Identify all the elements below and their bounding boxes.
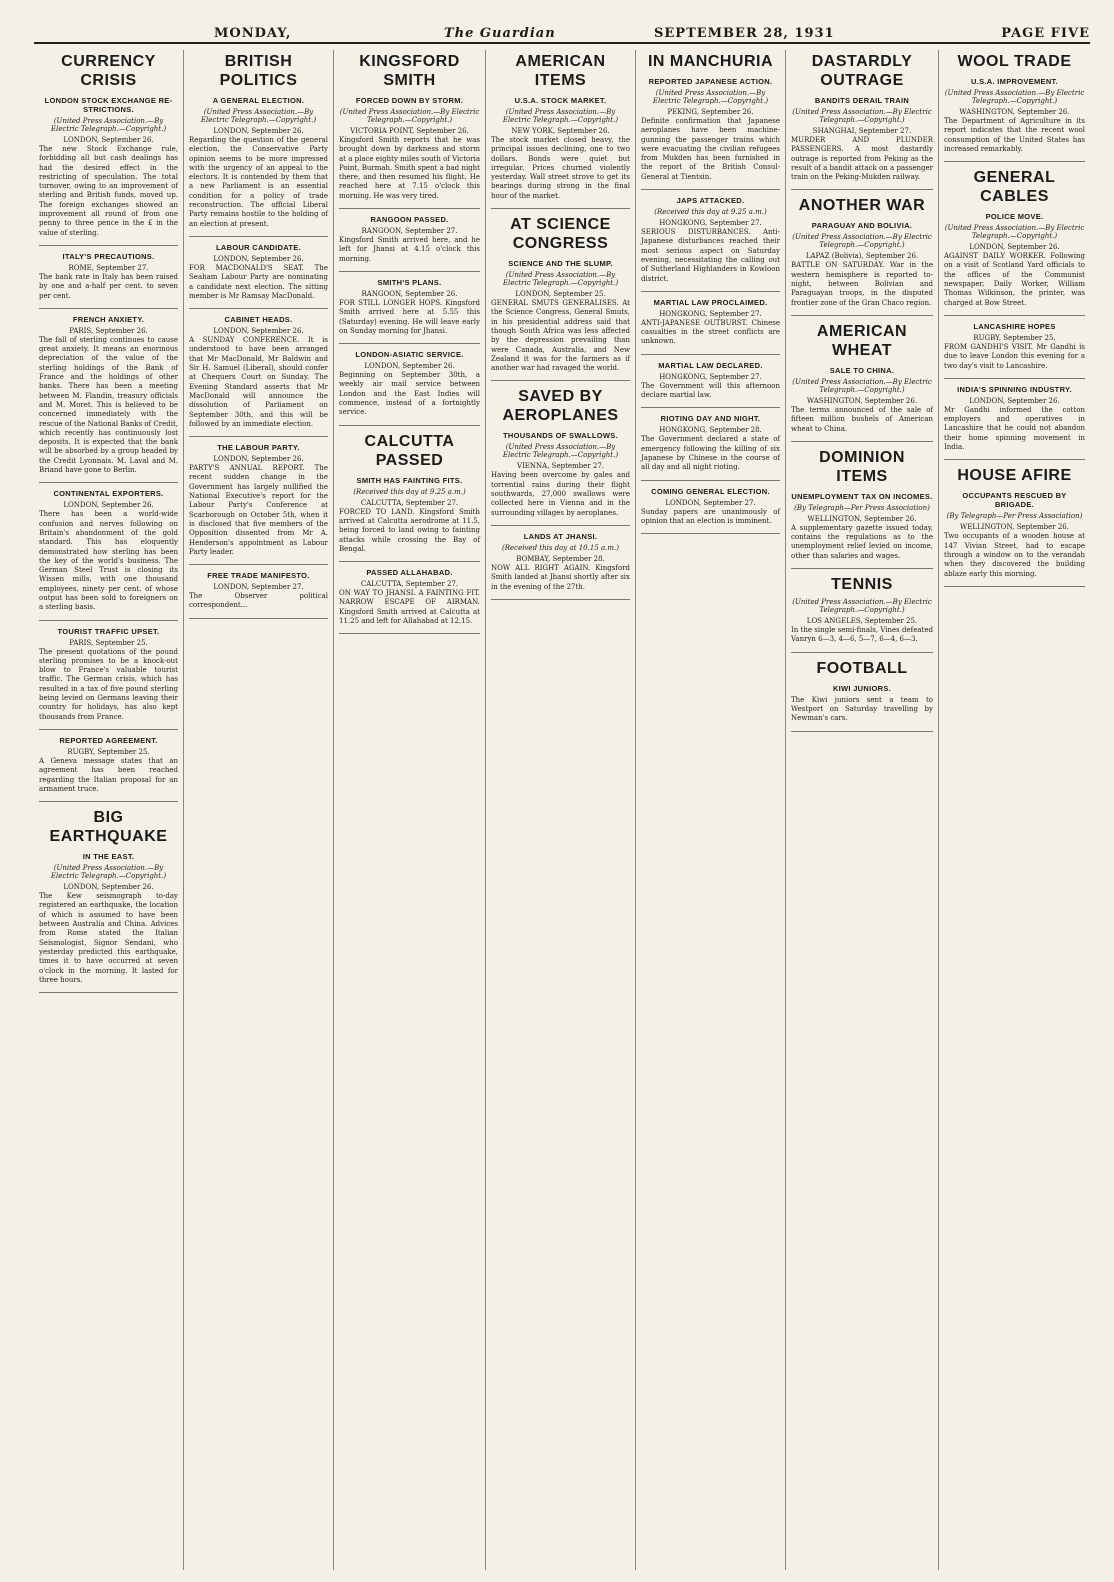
article-body: Kingsford Smith arrived here, and he left for Jhansi at 4.15 o'clock this morning.	[339, 236, 480, 263]
article-subhead: MARTIAL LAW DECLARED.	[658, 360, 763, 370]
article-dateline: CALCUTTA, September 27.	[360, 498, 459, 507]
article	[944, 52, 1085, 162]
article-subhead: THOUSANDS OF SWALLOWS.	[503, 431, 618, 441]
article	[39, 52, 178, 246]
article-subhead: SALE TO CHINA.	[829, 365, 895, 375]
article-dateline: HONGKONG, September 27.	[659, 219, 762, 228]
article	[944, 168, 1085, 316]
article-dateline: LONDON, September 26.	[364, 362, 455, 371]
article-body: Mr Gandhi informed the cotton employers and operatives in Lancashire that he could not abandon their home spinning movement in India.	[944, 405, 1085, 452]
article-headline: AT SCIENCE CONGRESS	[510, 216, 611, 253]
article	[339, 568, 480, 634]
article-credit: (Received this day at 9.25 a.m.)	[654, 208, 767, 217]
article-credit: (By Telegraph—Per Press Association)	[794, 503, 930, 512]
article-subhead: SMITH'S PLANS.	[377, 277, 442, 287]
article	[791, 196, 933, 315]
article-dateline: NEW YORK, September 26.	[511, 127, 610, 135]
article-body: Two occupants of a wooden house at 147 Vivian Street, had to escape through a window on to the verandah when they discovered the building ablaze early this morning.	[944, 532, 1085, 578]
article-subhead: FREE TRADE MANIFESTO.	[207, 571, 310, 581]
article-body: SERIOUS DISTURBANCES. Anti-Japanese disturbances reached their most serious aspect on Saturday evening, necessitating the calling out of Sutherland Highlanders in Kowloon district.	[641, 228, 780, 283]
article-dateline: ROME, September 27.	[68, 263, 149, 272]
article-subhead: PARAGUAY AND BOLIVIA.	[811, 221, 913, 231]
article-body: Beginning on September 30th, a weekly air mail service between London and the East Indies will commence, instead of a fortnightly service.	[339, 371, 480, 417]
article	[944, 322, 1085, 379]
article-body: AGAINST DAILY WORKER. Following on a visit of Scotland Yard officials to the offices of the Communist newspaper, Daily Worker, William Thomas Wilkinson, the printer, was charged at Bow Street.	[944, 252, 1085, 307]
article-subhead: A GENERAL ELECTION.	[212, 96, 305, 105]
newspaper-columns	[34, 50, 1090, 1570]
article-body: FOR MACDONALD'S SEAT. The Seaham Labour Party are nominating a candidate next election. The sitting member is Mr Ramsay MacDonald.	[189, 263, 328, 300]
article-dateline: WASHINGTON, September 26.	[806, 396, 918, 405]
article	[791, 659, 933, 732]
article	[189, 243, 328, 309]
article-credit: (United Press Association.—By Electric Telegraph.—Copyright.)	[339, 108, 480, 124]
article-dateline: PARIS, September 25.	[69, 638, 148, 647]
article-body: The Kew seismograph to-day registered an earthquake, the location of which is assumed to have been between Australia and China. Advices from Rome stated the Italian Seismologist, Signor Sendani, who yesterday predicted this earthquake, times it to have occurred at seven o'clock in the morning. It lasted for three hours.	[39, 892, 178, 984]
article	[641, 298, 780, 355]
article-dateline: RANGOON, September 27.	[361, 227, 458, 236]
article-subhead: RIOTING DAY AND NIGHT.	[660, 414, 761, 424]
masthead-date: SEPTEMBER 28, 1931	[654, 26, 835, 41]
article-subhead: LONDON STOCK EXCHANGE RE-STRICTIONS.	[44, 96, 173, 114]
article	[39, 808, 178, 993]
article-subhead: INDIA'S SPINNING INDUSTRY.	[957, 384, 1072, 394]
article-headline: TENNIS	[831, 576, 893, 594]
article-headline: WOOL TRADE	[957, 53, 1072, 70]
article-dateline: CALCUTTA, September 27.	[360, 580, 459, 589]
column-6	[786, 50, 939, 1570]
article-credit: (United Press Association.—By Electric Telegraph.—Copyright.)	[792, 598, 932, 615]
article-subhead: U.S.A. IMPROVEMENT.	[971, 77, 1058, 86]
article-dateline: LONDON, September 26.	[63, 883, 154, 892]
article-body: MURDER AND PLUNDER PASSENGERS. A most dastardly outrage is reported from Peking as the result of a bandit attack on a passenger train on the Peking-Mukden railway.	[791, 136, 933, 182]
article	[491, 52, 630, 209]
article-body: A SUNDAY CONFERENCE. It is understood to have been arranged that Mr MacDonald, Mr Baldwin and Sir H. Samuel (Liberal), should confer at Chequers Court on Sunday. The Evening Standard asserts that Mr MacDonald will announce the dissolution of Parliament on September 30th, and this will be followed by an immediate election.	[189, 336, 328, 428]
article-subhead: LANCASHIRE HOPES	[973, 321, 1056, 331]
article-subhead: SCIENCE AND THE SLUMP.	[508, 259, 613, 269]
article-credit: (United Press Association.—By Electric Telegraph.—Copyright.)	[502, 443, 619, 460]
article-body: The terms announced of the sale of fifteen million bushels of American wheat to China.	[791, 405, 933, 433]
article-subhead: POLICE MOVE.	[985, 212, 1044, 222]
column-1	[34, 50, 184, 1570]
article	[944, 466, 1085, 586]
article-subhead: LANDS AT JHANSI.	[523, 531, 598, 541]
article-dateline: LOS ANGELES, September 25.	[806, 617, 918, 626]
article-credit: (United Press Association.—By Electric Telegraph.—Copyright.)	[944, 224, 1085, 241]
article	[641, 487, 780, 535]
article-dateline: WELLINGTON, September 26.	[960, 523, 1069, 532]
article-body: A supplementary gazette issued today, contains the regulations as to the unemployment relief levied on income, other than salaries and wages.	[791, 523, 933, 560]
article-subhead: TOURIST TRAFFIC UPSET.	[57, 626, 160, 636]
article-credit: (United Press Association.—By Electric Telegraph.—Copyright.)	[200, 108, 317, 124]
article-body: Sunday papers are unanimously of opinion that an election is imminent.	[641, 507, 780, 525]
article	[189, 315, 328, 437]
article-body: The stock market closed heavy, the principal issues declining, one to two dollars. Bonds were quiet but irregular. Prices churned violently yesterday. Wall street strove to get its bearings during strong in the final hour of the market.	[491, 136, 630, 200]
column-3	[334, 50, 486, 1570]
article-body: The Government declared a state of emergency following the killing of six Japanese by Chinese in the course of all day and all night rioting.	[641, 435, 780, 472]
article-subhead: ITALY'S PRECAUTIONS.	[62, 251, 155, 261]
article-dateline: LONDON, September 27.	[665, 498, 756, 507]
article	[339, 52, 480, 209]
article	[491, 387, 630, 525]
article-subhead: LABOUR CANDIDATE.	[216, 242, 301, 252]
article-dateline: SHANGHAI, September 27.	[812, 127, 912, 135]
article-dateline: LONDON, September 26.	[969, 243, 1060, 252]
article-headline: AMERICAN ITEMS	[515, 53, 606, 89]
article-headline: FOOTBALL	[816, 659, 908, 677]
article	[39, 315, 178, 483]
article-body: ON WAY TO JHANSI. A FAINTING FIT. NARROW ESCAPE OF AIRMAN. Kingsford Smith arrived at Calcutta at 11.25 and left for Allahabad at 12.15.	[339, 589, 480, 626]
article	[189, 443, 328, 565]
article-dateline: RUGBY, September 25.	[973, 333, 1056, 342]
article-subhead: LONDON-ASIATIC SERVICE.	[355, 350, 464, 360]
article-headline: GENERAL CABLES	[973, 169, 1056, 206]
article	[189, 571, 328, 619]
article	[791, 448, 933, 569]
article-credit: (Received this day at 9.25 a.m.)	[353, 487, 466, 496]
article	[189, 52, 328, 237]
article	[339, 350, 480, 425]
article-body: PARTY'S ANNUAL REPORT. The recent sudden change in the Government has largely nullified the National Executive's report for the Labour Party's Conference at Scarborough on October 5th, when it is disclosed that five members of the Opposition dissented from Mr A. Henderson's appointment as Labour Party leader.	[189, 464, 328, 556]
article-body: GENERAL SMUTS GENERALISES. At the Science Congress, General Smuts, in his presidential address said that though South Africa was less affected by the depression prevailing than were Canada, Australia, and New Zealand it was for the farmers as if another war had ravaged the world.	[491, 299, 630, 373]
article-body: FOR STILL LONGER HOPS. Kingsford Smith arrived here at 5.55 this (Saturday) evening. He will leave early on Sunday morning for Jhansi.	[339, 298, 480, 335]
article-body: The bank rate in Italy has been raised by one and a-half per cent. to seven per cent.	[39, 272, 178, 300]
article-dateline: LONDON, September 26.	[213, 455, 304, 464]
article-credit: (United Press Association.—By Electric Telegraph.—Copyright.)	[502, 108, 619, 124]
article-subhead: MARTIAL LAW PROCLAIMED.	[653, 297, 768, 307]
article	[491, 532, 630, 600]
article-dateline: LONDON, September 26.	[969, 396, 1060, 405]
article-headline: CURRENCY CRISIS	[61, 53, 156, 89]
article	[39, 736, 178, 802]
article	[944, 385, 1085, 460]
article-body: The Observer political correspondent...	[189, 592, 328, 610]
article-headline: IN MANCHURIA	[647, 53, 774, 70]
article-headline: SAVED BY AEROPLANES	[502, 388, 619, 425]
article-credit: (United Press Association.—By Electric Telegraph.—Copyright.)	[792, 108, 932, 124]
article-dateline: WELLINGTON, September 26.	[807, 514, 917, 523]
article-body: The present quotations of the pound sterling promises to be a knock-out blow to France's valuable tourist traffic. The German crisis, which has resulted in a tax of five pound sterling being levied on Germans leaving their country for holidays, has also kept thousands from France.	[39, 647, 178, 721]
article-headline: HOUSE AFIRE	[957, 467, 1072, 485]
article-body: The new Stock Exchange rule, forbidding all but cash dealings has had the desired effect in the restricting of speculation. The total turnover, owing to an improvement of sterling and British funds, moved up. The foreign exchanges showed an improvement all round of from one penny to three pence in the £ in the value of sterling.	[39, 145, 178, 237]
article-subhead: REPORTED AGREEMENT.	[59, 735, 158, 745]
article	[641, 196, 780, 292]
article	[641, 414, 780, 480]
article-credit: (United Press Association.—By Electric Telegraph.—Copyright.)	[50, 117, 167, 133]
article-dateline: RUGBY, September 25.	[67, 747, 150, 756]
article-body: FROM GANDHI'S VISIT. Mr Gandhi is due to leave London this evening for a two day's visit to Lancashire.	[944, 342, 1085, 370]
article-dateline: LONDON, September 27.	[213, 583, 304, 592]
article	[791, 52, 933, 190]
article-dateline: HONGKONG, September 27.	[659, 372, 762, 381]
article-headline: DASTARDLY OUTRAGE	[811, 53, 913, 89]
article-subhead: RANGOON PASSED.	[370, 215, 449, 225]
article-dateline: RANGOON, September 26.	[361, 289, 458, 298]
article-dateline: PEKING, September 26.	[667, 108, 754, 116]
article-subhead: U.S.A. STOCK MARKET.	[514, 96, 607, 105]
article-body: The Kiwi juniors sent a team to Westport on Saturday travelling by Newman's cars.	[791, 695, 933, 723]
article-subhead: FRENCH ANXIETY.	[72, 314, 145, 324]
article-body: FORCED TO LAND. Kingsford Smith arrived at Calcutta aerodrome at 11.5, being forced to land owing to fainting attacks while crossing the Bay of Bengal.	[339, 507, 480, 553]
article-body: There has been a world-wide confusion and nerves following on Britain's abandonment of the gold standard. This has eloquently demonstrated how sterling has been the key of the world's business. The German Steel Trust is closing its Wissen mills, with one thousand employees, ninety per cent. of whose output has been sold to foreigners on a sterling basis.	[39, 510, 178, 612]
article-dateline: LONDON, September 26.	[63, 136, 154, 144]
article-subhead: IN THE EAST.	[82, 852, 135, 862]
article-subhead: COMING GENERAL ELECTION.	[651, 486, 770, 496]
article-subhead: PASSED ALLAHABAD.	[366, 568, 453, 578]
article-subhead: REPORTED JAPANESE ACTION.	[648, 77, 773, 86]
article-credit: (Received this day at 10.15 a.m.)	[502, 543, 619, 552]
article	[339, 432, 480, 562]
article-headline: CALCUTTA PASSED	[364, 432, 455, 469]
article-subhead: BANDITS DERAIL TRAIN	[814, 96, 910, 105]
article-dateline: LONDON, September 26.	[213, 254, 304, 263]
article-body: The Department of Agriculture in its report indicates that the recent wool consumption of the United States has increased remarkably.	[944, 117, 1085, 153]
article-body: BATTLE ON SATURDAY. War in the western hemisphere is reported to-night, between Bolivian and Paraguayan troops, in the disputed frontier zone of the Gran Chaco region.	[791, 261, 933, 307]
article-credit: (United Press Association.—By Electric Telegraph.—Copyright.)	[50, 864, 167, 881]
article-body: Regarding the question of the general election, the Conservative Party opinion seems to be more impressed with the urgency of an appeal to the electors. It is contended by them that a new Parliament is an essential condition for a policy of trade reconstruction. The official Liberal Party remains hostile to the holding of an election at present.	[189, 136, 328, 228]
article-subhead: THE LABOUR PARTY.	[217, 443, 300, 453]
article-subhead: FORCED DOWN BY STORM.	[355, 96, 464, 105]
article-body: Kingsford Smith reports that he was brought down by darkness and storm at a place eighty miles south of Victoria Point, Burmah. Smith spent a bad night there, and then resumed his flight. He reached here at 7.15 o'clock this morning. He was very tired.	[339, 136, 480, 200]
article-headline: KINGSFORD SMITH	[359, 53, 460, 89]
article-subhead: UNEMPLOYMENT TAX ON INCOMES.	[791, 491, 933, 501]
article-subhead: CABINET HEADS.	[224, 315, 293, 325]
article-body: ANTI-JAPANESE OUTBURST. Chinese casualties in the street conflicts are unknown.	[641, 318, 780, 346]
article	[641, 52, 780, 190]
article-credit: (United Press Association.—By Electric Telegraph.—Copyright.)	[792, 233, 932, 250]
article-credit: (United Press Association.—By Electric Telegraph.—Copyright.)	[944, 89, 1085, 105]
article	[791, 322, 933, 442]
article-dateline: PARIS, September 26.	[69, 326, 148, 335]
article-body: The Government will this afternoon declare martial law.	[641, 381, 780, 400]
article-dateline: LONDON, September 25.	[515, 290, 606, 299]
article-body: Having been overcome by gales and torrential rains during their flight southwards, 27,000 swallows were collected here in Vienna and in the surrounding villages by aeroplanes.	[491, 471, 630, 517]
article-dateline: VICTORIA POINT, September 26.	[350, 127, 469, 135]
article-body: NOW ALL RIGHT AGAIN. Kingsford Smith landed at Jhansi shortly after six in the evening of the 27th.	[491, 563, 630, 591]
masthead-title: The Guardian	[444, 26, 556, 41]
article-headline: BIG EARTHQUAKE	[49, 809, 168, 846]
article-credit: (United Press Association.—By Electric Telegraph.—Copyright.)	[792, 377, 932, 394]
article-dateline: LONDON, September 26.	[63, 501, 154, 510]
masthead	[34, 26, 1090, 44]
article-credit: (United Press Association.—By Electric Telegraph.—Copyright.)	[502, 271, 619, 288]
article-subhead: OCCUPANTS RESCUED BY BRIGADE.	[962, 491, 1067, 510]
article	[641, 361, 780, 409]
column-7	[939, 50, 1090, 1570]
article-body: The fall of sterling continues to cause great anxiety. It means an enormous depreciation of the value of the sterling holdings of the Bank of France and the holdings of other banks. There has been a meeting between M. Flandin, treasury officials and M. Moret. This is believed to be concerned immediately with the rescue of the National Banks of Credit, which recently has continuously lost deposits. It is expected that the bank will be absorbed by a group headed by the Credit Lyonnais. M. Laval and M. Briand have gone to Berlin.	[39, 335, 178, 475]
column-4	[486, 50, 636, 1570]
article-headline: ANOTHER WAR	[798, 197, 926, 215]
column-5	[636, 50, 786, 1570]
article-dateline: LONDON, September 26.	[213, 127, 304, 135]
article-body: Definite confirmation that Japanese aeroplanes have been machine-gunning the passenger trains which were evacuating the civilian refugees from Mukden has been furnished in the report of the British Consul-General at Tientsin.	[641, 117, 780, 181]
masthead-page: PAGE FIVE	[1001, 26, 1090, 41]
article	[39, 489, 178, 620]
article-headline: AMERICAN WHEAT	[816, 322, 908, 359]
masthead-day: MONDAY,	[214, 26, 292, 41]
article	[39, 627, 178, 730]
article-headline: BRITISH POLITICS	[219, 53, 298, 89]
article-dateline: HONGKONG, September 28.	[659, 426, 762, 435]
article-dateline: LONDON, September 26.	[213, 327, 304, 336]
article-subhead: CONTINENTAL EXPORTERS.	[53, 489, 164, 499]
article-body: In the single semi-finals, Vines defeated Vanryn 6—3, 4—6, 5—7, 6—4, 6—3.	[791, 626, 933, 644]
article-dateline: HONGKONG, September 27.	[659, 309, 762, 318]
article	[791, 575, 933, 653]
article-subhead: SMITH HAS FAINTING FITS.	[356, 475, 463, 485]
article	[339, 215, 480, 272]
article	[491, 215, 630, 381]
article-subhead: JAPS ATTACKED.	[676, 196, 745, 206]
article-subhead: KIWI JUNIORS.	[832, 683, 892, 693]
article-headline: DOMINION ITEMS	[819, 448, 905, 485]
article-credit: (United Press Association.—By Electric Telegraph.—Copyright.)	[652, 89, 769, 105]
article-dateline: LAPAZ (Bolivia), September 26.	[805, 252, 919, 261]
column-2	[184, 50, 334, 1570]
article-body: A Geneva message states that an agreement has been reached regarding the Italian proposal for an armament truce.	[39, 756, 178, 793]
article	[339, 278, 480, 344]
article-dateline: VIENNA, September 27.	[516, 462, 605, 471]
article-dateline: WASHINGTON, September 26.	[959, 108, 1070, 116]
article-credit: (By Telegraph—Per Press Association)	[946, 512, 1083, 521]
article-dateline: BOMBAY, September 28.	[516, 554, 605, 563]
article	[39, 252, 178, 309]
